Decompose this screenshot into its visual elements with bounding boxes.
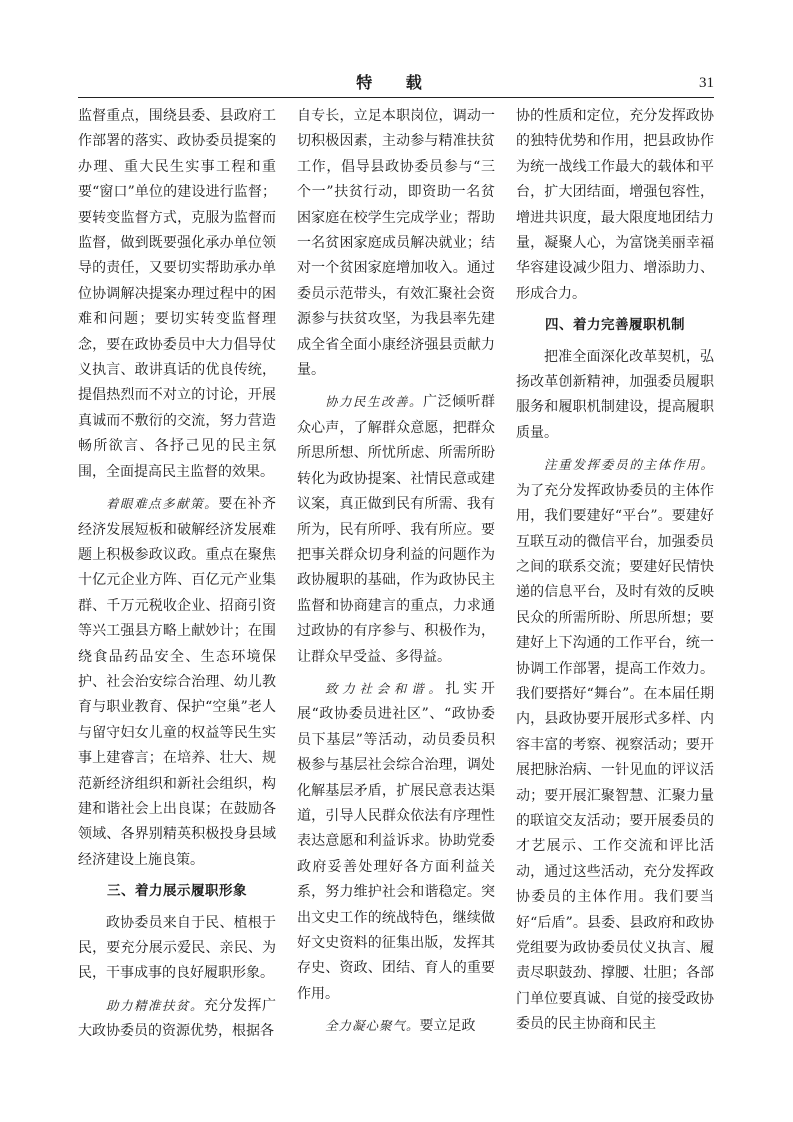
paragraph-lead-phrase: 注重发挥委员的主体作用。: [544, 457, 714, 473]
paragraph-lead-phrase: 着眼难点多献策。: [106, 496, 219, 512]
paragraph-continued: [297, 104, 495, 383]
paragraph: [297, 676, 495, 1007]
paragraph-text: 监督重点，围绕县委、县政府工作部署的落实、政协委员提案的办理、重大民生实事工程和重要“窗口”单位的建设进行监督；要转变监督方式，克服为监督而监督，做到既要强化承办单位领导的责任，又要切实帮助承办单位协调解决提案办理过程中的困难和问题；要切实转变监督理念，要在政协委员中大力倡导仗义执言、敢讲真话的优良传统，提倡热烈而不对立的讨论，开展真诚而不敷衍的交流，努力营造畅所欲言、各抒己见的民主氛围，全面提高民主监督的效果。: [78, 108, 276, 480]
running-title: 特 载: [356, 73, 436, 92]
page-number: 31: [699, 75, 714, 91]
paragraph-text: 扎实开展“政协委员进社区”、“政协委员下基层”等活动，动员委员积极参与基层社会综合治理，调处化解基层矛盾，扩展民意表达渠道，引导人民群众依法有序理性表达意愿和利益诉求。协助党委政府妥善处理好各方面利益关系，努力维护社会和谐稳定。突出文史工作的统战特色，继续做好文史资料的征集出版，发挥其存史、资政、团结、育人的重要作用。: [297, 680, 495, 1002]
paragraph-text: 把准全面深化改革契机，弘扬改革创新精神，加强委员履职服务和履职机制建设，提高履职质量。: [516, 348, 714, 441]
paragraph: [516, 452, 714, 1037]
section-heading: 三、着力展示履职形象: [107, 883, 247, 900]
paragraph-lead-phrase: 助力精准扶贫。: [106, 997, 204, 1013]
paragraph: [78, 491, 276, 873]
text-column-2: [297, 104, 495, 1104]
paragraph-text: 政协委员来自于民、植根于民，要充分展示爱民、亲民、为民，干事成事的良好履职形象。: [78, 914, 276, 982]
paragraph-text: 广泛倾听群众心声，了解群众意愿，把群众所思所想、所忧所虑、所需所盼转化为政协提案、社情民意或建议案，真正做到民有所需、我有所为，民有所呼、我有所应。要把事关群众切身利益的问题作为政协履职的基础，作为政协民主监督和协商建言的重点，力求通过政协的有序参与、积极作为，让群众早受益、多得益。: [297, 394, 495, 665]
text-column-1: [78, 104, 276, 1104]
section-heading: 四、着力完善履职机制: [545, 317, 685, 334]
paragraph-text: 充分发挥广大政协委员的资源优势，根据各: [78, 997, 276, 1040]
paragraph-lead-phrase: 全力凝心聚气。: [325, 1018, 420, 1034]
paragraph: [78, 993, 276, 1045]
paragraph: [297, 1013, 495, 1039]
paragraph-continued: [78, 104, 276, 485]
paragraph-lead-phrase: 协力民生改善。: [325, 394, 423, 410]
text-column-3: [516, 104, 714, 1104]
paragraph: [516, 345, 714, 447]
paragraph-text: 为了充分发挥政协委员的主体作用，我们要建好“平台”。要建好互联互动的微信平台，加强委员之间的联系交流；要建好民情快递的信息平台，及时有效的反映民众的所需所盼、所思所想；要建好上下沟通的工作平台，统一协调工作部署，提高工作效力。我们要搭好“舞台”。在本届任期内，县政协要开展形式多样、内容丰富的考察、视察活动；要开展把脉治病、一针见血的评议活动；要开展汇聚智慧、汇聚力量的联谊交友活动；要开展委员的才艺展示、工作交流和评比活动，通过这些活动，充分发挥政协委员的主体作用。我们要当好“后盾”。县委、县政府和政协党组要为政协委员仗义执言、履责尽职鼓劲、撑腰、壮胆；各部门单位要真诚、自觉的接受政协委员的民主协商和民主: [516, 482, 714, 1033]
paragraph: [78, 911, 276, 987]
paragraph-continued: [516, 104, 714, 307]
paragraph-text: 要立足政: [419, 1018, 476, 1035]
paragraph-text: 自专长，立足本职岗位，调动一切积极因素，主动参与精准扶贫工作，倡导县政协委员参与“三个一”扶贫行动，即资助一名贫困家庭在校学生完成学业；帮助一名贫困家庭成员解决就业；结对一个贫困家庭增加收入。通过委员示范带头，有效汇聚社会资源参与扶贫攻坚，为我县率先建成全省全面小康经济强县贡献力量。: [297, 108, 495, 379]
header-divider: [78, 97, 714, 98]
paragraph-lead-phrase: 致力社会和谐。: [325, 680, 446, 696]
paragraph: [297, 389, 495, 669]
paragraph-text: 要在补齐经济发展短板和破解经济发展难题上积极参政议政。重点在聚焦十亿元企业方阵、百亿元产业集群、千万元税收企业、招商引资等兴工强县方略上献妙计；在围绕食品药品安全、生态环境保护、社会治安综合治理、幼儿教育与职业教育、保护“空巢”老人与留守妇女儿童的权益等民生实事上建睿言；在培养、壮大、规范新经济组织和新社会组织，构建和谐社会上出良谋；在鼓励各领域、各界别精英积极投身县域经济建设上施良策。: [78, 496, 276, 868]
page-header: [78, 72, 714, 94]
paragraph-text: 协的性质和定位，充分发挥政协的独特优势和作用，把县政协作为统一战线工作最大的载体和平台，扩大团结面，增强包容性，增进共识度，最大限度地团结力量，凝聚人心，为富饶美丽幸福华容建设减少阻力、增添助力、形成合力。: [516, 108, 714, 302]
